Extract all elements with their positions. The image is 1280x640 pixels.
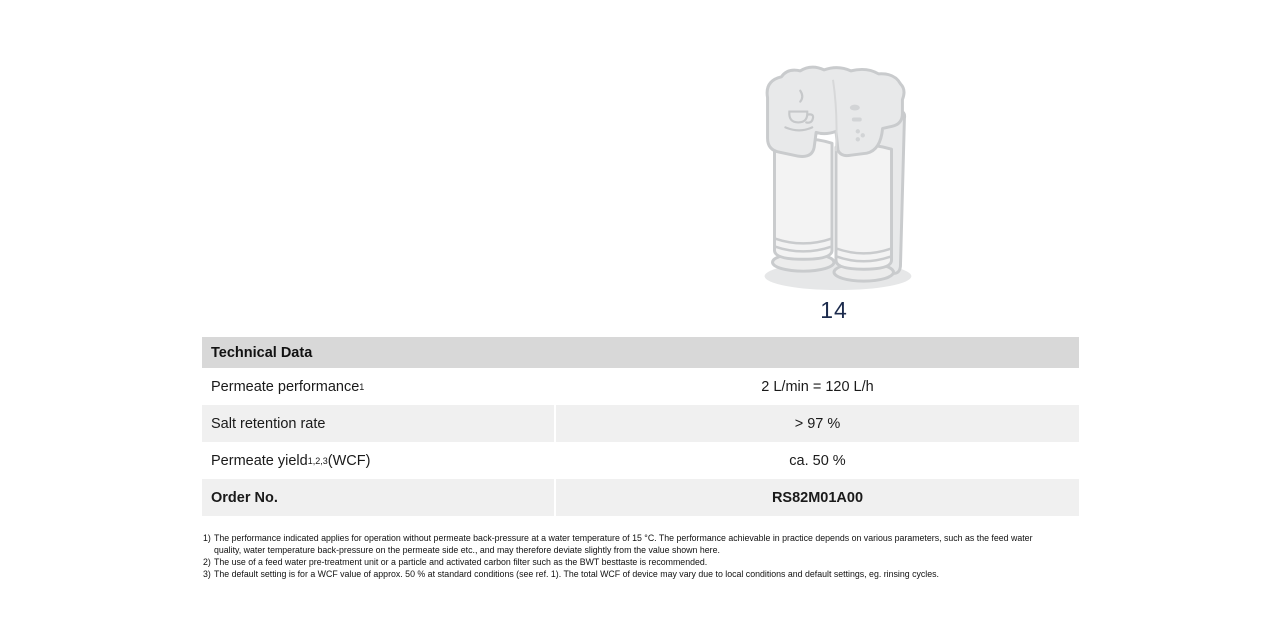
- footnote-number: 3): [203, 569, 211, 579]
- footnote-text: The performance indicated applies for operation without permeate back-pressure at a water temperature of 15 °C. The performance achievable in practice depends on various parameters, such as the feed water quality, water temperature back-pressure on the permeate side etc., and may therefore deviate slightly from the value shown here.: [214, 533, 1033, 555]
- figure-caption: 14: [820, 297, 848, 323]
- row-label: Permeate performance 1: [202, 368, 554, 405]
- row-label-suffix: (WCF): [327, 452, 371, 469]
- row-value-order-no: RS82M01A00: [556, 479, 1079, 516]
- row-label: [202, 479, 554, 516]
- row-value: ca. 50 %: [556, 442, 1079, 479]
- table-row: [202, 368, 1079, 405]
- row-label-text: Order No.: [211, 489, 278, 506]
- row-label-text: Permeate yield: [211, 452, 308, 469]
- row-label: [202, 405, 554, 442]
- row-value: 2 L/min = 120 L/h: [556, 368, 1079, 405]
- footnote-text: The use of a feed water pre-treatment unit or a particle and activated carbon filter such as the BWT besttaste is recommended.: [214, 557, 708, 567]
- footnote-2: [203, 556, 1061, 568]
- row-label-text: Salt retention rate: [211, 415, 326, 432]
- footnote-1: [203, 532, 1061, 556]
- table-row: [202, 442, 1079, 479]
- water-filter-system-illustration: [754, 56, 914, 294]
- footnote-number: 1): [203, 533, 211, 543]
- table-header: Technical Data: [202, 337, 1079, 368]
- table-row: [202, 405, 1079, 442]
- row-value: > 97 %: [556, 405, 1079, 442]
- row-label-text: Permeate performance: [211, 378, 360, 395]
- table-row-order-no: [202, 479, 1079, 516]
- footnote-text: The default setting is for a WCF value of approx. 50 % at standard conditions (see ref. 1). The total WCF of device may vary due to local conditions and default settings, eg. rinsing cycles.: [214, 569, 939, 579]
- footnote-3: [203, 568, 1061, 580]
- right-filter-cartridge: [834, 145, 894, 281]
- row-label: Permeate yield 1,2,3 (WCF): [202, 442, 554, 479]
- left-filter-cartridge: [773, 139, 834, 271]
- footnotes: [203, 532, 1061, 580]
- product-figure: [750, 56, 918, 324]
- footnote-number: 2): [203, 557, 211, 567]
- technical-data-table: [202, 337, 1079, 516]
